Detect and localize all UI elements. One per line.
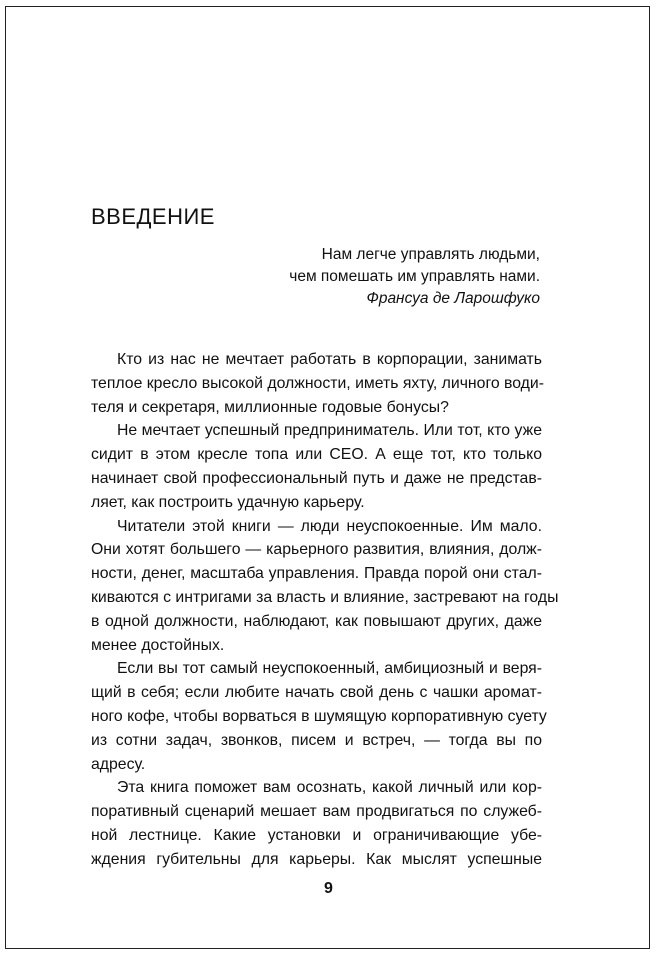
page-number: 9 (324, 880, 333, 897)
text-line: ной лестнице. Какие установки и ограничивающие убе- (91, 826, 542, 844)
text-line: ного кофе, чтобы ворваться в шумящую корпоративную суету (91, 707, 547, 725)
text-line: поративный сценарий мешает вам продвигаться по служеб- (91, 803, 542, 821)
text-line: Если вы тот самый неуспокоенный, амбициозный и веря- (117, 660, 542, 678)
paragraph (91, 657, 547, 776)
text-line: Они хотят большего — карьерного развития, влияния, долж- (91, 541, 542, 559)
text-line: ности, денег, масштаба управления. Правда порой они стал- (91, 565, 542, 583)
text-line: в одной должности, наблюдают, как повышают других, даже (91, 612, 542, 630)
text-line: адресу. (91, 755, 146, 773)
paragraph (91, 348, 542, 419)
text-line: сидит в этом кресле топа или CEO. А еще тот, кто только (91, 446, 542, 464)
text-line: щий в себя; если любите начать свой день с чашки аромат- (91, 684, 542, 702)
text-line: менее достойных. (91, 636, 225, 654)
epigraph-author: Франсуа де Ларошфуко (366, 290, 540, 307)
paragraph (91, 776, 542, 871)
text-line: Не мечтает успешный предприниматель. Или тот, кто уже (117, 422, 542, 440)
text-line: киваются с интригами за власть и влияние, застревают на годы (91, 588, 559, 606)
epigraph-line: Нам легче управлять людьми, (321, 246, 540, 263)
paragraph (91, 419, 542, 514)
text-line: Читатели этой книги — люди неуспокоенные. Им мало. (117, 517, 542, 535)
text-line: ждения губительны для карьеры. Как мыслят успешные (91, 850, 542, 868)
text-line: начинает свой профессиональный путь и даже не представ- (91, 469, 542, 487)
text-line: ляет, как построить удачную карьеру. (91, 493, 365, 511)
text-line: теля и секретаря, миллионные годовые бонусы? (91, 398, 449, 416)
text-line: теплое кресло высокой должности, иметь яхту, личного води- (91, 374, 544, 392)
epigraph-line: чем помешать им управлять нами. (289, 268, 540, 285)
text-line: Кто из нас не мечтает работать в корпорации, занимать (117, 351, 542, 368)
text-line: Эта книга поможет вам осознать, какой личный или кор- (117, 779, 542, 797)
text-line: из сотни задач, звонков, писем и встреч, — тогда вы по (91, 731, 542, 749)
paragraph (91, 515, 559, 658)
body-text (91, 348, 559, 872)
chapter-title: ВВЕДЕНИЕ (91, 204, 215, 229)
epigraph (289, 244, 540, 310)
